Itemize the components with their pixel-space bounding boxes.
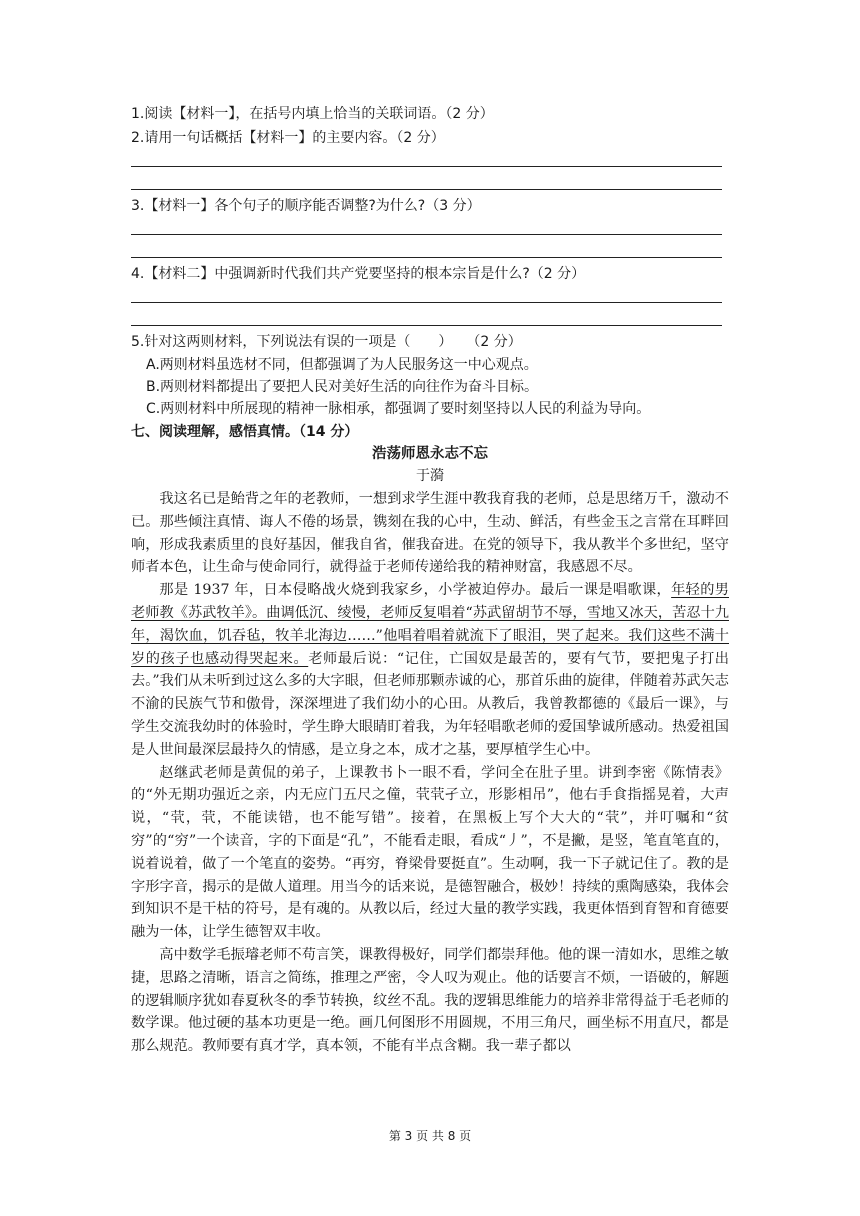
paragraph-3: 赵继武老师是黄侃的弟子，上课教书卜一眼不看，学问全在肚子里。讲到李密《陈情表》的“外无期功强近之亲，内无应门五尺之僮，茕茕孑立，形影相吊”，他右手食指摇晃着，大声说，“茕，茕，不能读错，也不能写错”。接着，在黑板上写个大大的“茕”，并叮嘱和“贫穷”的“穷”一个读音，字的下面是“孔”，不能看走眼，看成“丿”，不是撇，是竖，笔直笔直的，说着说着，做了一个笔直的姿势。“再穷，脊梁骨要挺直”。生动啊，我一下子就记住了。教的是字形字音，揭示的是做人道理。用当今的话来说，是德智融合，极妙！持续的熏陶感染，我体会到知识不是干枯的符号，是有魂的。从教以后，经过大量的教学实践，我更体悟到育智和育德要融为一体，让学生德智双丰收。 (131, 764, 729, 941)
question-2: 2.请用一句话概括【材料一】的主要内容。（2 分） (131, 130, 445, 146)
paragraph-1: 我这名已是鲐背之年的老教师，一想到求学生涯中教我育我的老师，总是思绪万千，激动不已。那些倾注真情、诲人不倦的场景，镌刻在我的心中，生动、鲜活，有些金玉之言常在耳畔回响，形成我素质里的良好基因，催我自省，催我奋进。在党的领导下，我从教半个多世纪，坚守师者本色，让生命与使命同行，就得益于老师传递给我的精神财富，我感恩不尽。 (131, 491, 729, 576)
article-author: 于漪 (416, 468, 444, 484)
question-1: 1.阅读【材料一】，在括号内填上恰当的关联词语。（2 分） (131, 106, 494, 122)
option-c: C.两则材料中所展现的精神一脉相承，都强调了要时刻坚持以人民的利益为导向。 (146, 401, 651, 417)
section-heading: 七、阅读理解，感悟真情。（14 分） (131, 424, 359, 440)
question-4: 4.【材料二】中强调新时代我们共产党要坚持的根本宗旨是什么?（2 分） (131, 266, 586, 282)
paragraph-2-end: 老师最后说：“记住，亡国奴是最苦的，要有气节，要把鬼子打出去。”我们从未听到过这么多的大字眼，但老师那颗赤诚的心，那首乐曲的旋律，伴随着苏武矢志不渝的民族气节和傲骨，深深埋进了我们幼小的心田。从教后，我曾教都德的《最后一课》，与学生交流我幼时的体验时，学生睁大眼睛盯着我，为年轻唱歌老师的爱国挚诚所感动。热爱祖国是人世间最深层最持久的情感，是立身之本，成才之基，要厚植学生心中。 (131, 650, 729, 758)
question-3: 3.【材料一】各个句子的顺序能否调整?为什么?（3 分） (131, 198, 481, 214)
page-footer: 第 3 页 共 8 页 (388, 1129, 472, 1143)
paragraph-4: 高中数学毛振璿老师不苟言笑，课教得极好，同学们都崇拜他。他的课一清如水，思维之敏捷，思路之清晰，语言之简练，推理之严密，令人叹为观止。他的话要言不烦，一语破的，解题的逻辑顺序犹如春夏秋冬的季节转换，纹丝不乱。我的逻辑思维能力的培养非常得益于毛老师的数学课。他过硬的基本功更是一绝。画几何图形不用圆规，不用三角尺，画坐标不用直尺，都是那么规范。教师要有真才学，真本领，不能有半点含糊。我一辈子都以 (131, 946, 729, 1055)
option-a: A.两则材料虽选材不同，但都强调了为人民服务这一中心观点。 (146, 357, 538, 373)
article-body (131, 488, 729, 1058)
paragraph-2-start: 那是 1937 年，日本侵略战火烧到我家乡，小学被迫停办。最后一课是唱歌课， (159, 582, 672, 599)
question-5: 5.针对这两则材料，下列说法有误的一项是（ ） （2 分） (131, 334, 522, 350)
article-title: 浩荡师恩永志不忘 (372, 446, 488, 462)
answer-line (131, 189, 722, 190)
answer-line (131, 234, 722, 235)
answer-line (131, 166, 722, 167)
answer-line (131, 325, 722, 326)
answer-line (131, 257, 722, 258)
underlined-passage: 年轻的男老师教《苏武牧羊》。曲调低沉、绫慢，老师反复唱着“苏武留胡节不辱，雪地又冰天，苦忍十九年，渴饮血，饥吞毡，牧羊北海边……”他唱着唱着就流下了眼泪，哭了起来。我们这些不满十岁的孩子也感动得哭起来。 (131, 582, 729, 667)
answer-line (131, 302, 722, 303)
option-b: B.两则材料都提出了要把人民对美好生活的向往作为奋斗目标。 (146, 379, 539, 395)
paragraph-2 (131, 579, 729, 761)
